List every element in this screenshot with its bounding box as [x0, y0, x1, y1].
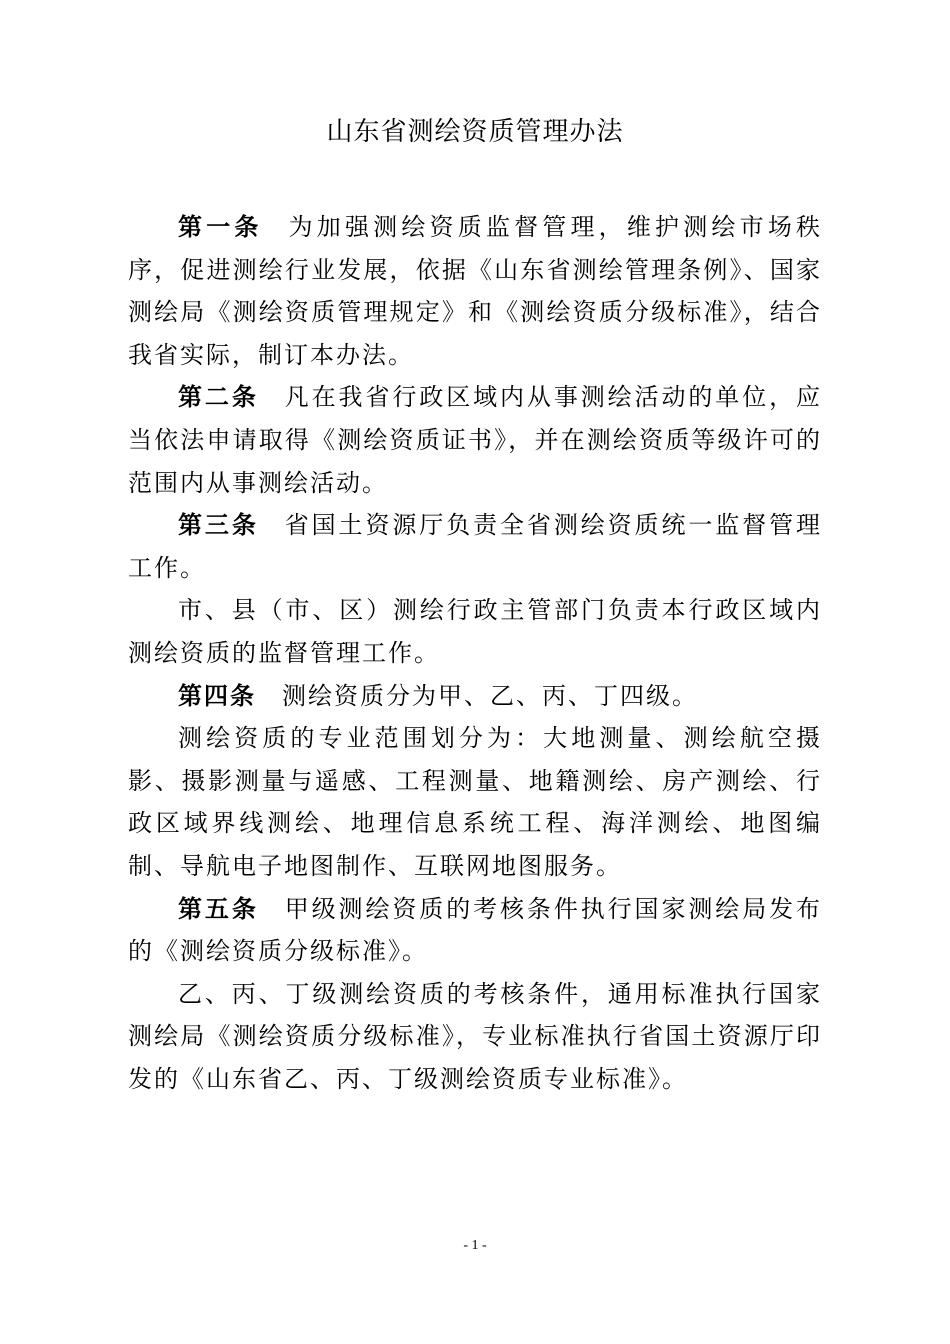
paragraph-article-2	[128, 376, 822, 504]
paragraph-text: 市、县（市、区）测绘行政主管部门负责本行政区域内测绘资质的监督管理工作。	[128, 596, 822, 667]
article-number: 第二条	[178, 383, 259, 412]
article-number: 第一条	[178, 213, 263, 241]
paragraph-text: 甲级测绘资质的考核条件执行国家测绘局发布的《测绘资质分级标准》。	[128, 894, 823, 966]
paragraph-text: 测绘资质分为甲、乙、丙、丁四级。	[282, 681, 698, 710]
paragraph-text: 凡在我省行政区域内从事测绘活动的单位，应当依法申请取得《测绘资质证书》，并在测绘资质等级许可的范围内从事测绘活动。	[128, 383, 823, 497]
paragraph-article-4	[128, 675, 822, 718]
paragraph-article-5	[128, 888, 822, 973]
paragraph-article-5-clause-2	[128, 973, 822, 1101]
page-number: - 1 -	[463, 1238, 487, 1253]
paragraph-article-1	[128, 206, 822, 376]
page-title: 山东省测绘资质管理办法	[326, 117, 624, 147]
paragraph-text: 乙、丙、丁级测绘资质的考核条件，通用标准执行国家测绘局《测绘资质分级标准》，专业标准执行省国土资源厅印发的《山东省乙、丙、丁级测绘资质专业标准》。	[128, 979, 822, 1093]
document-body	[128, 206, 822, 1100]
article-number: 第三条	[178, 511, 259, 540]
paragraph-article-3	[128, 504, 822, 589]
paragraph-text: 省国土资源厅负责全省测绘资质统一监督管理工作。	[128, 511, 823, 582]
paragraph-text: 测绘资质的专业范围划分为：大地测量、测绘航空摄影、摄影测量与遥感、工程测量、地籍测绘、房产测绘、行政区域界线测绘、地理信息系统工程、海洋测绘、地图编制、导航电子地图制作、互联网地图服务。	[128, 724, 822, 880]
paragraph-article-3-clause-2	[128, 589, 822, 674]
paragraph-text: 为加强测绘资质监督管理，维护测绘市场秩序，促进测绘行业发展，依据《山东省测绘管理条例》、国家测绘局《测绘资质管理规定》和《测绘资质分级标准》，结合我省实际，制订本办法。	[128, 213, 823, 369]
article-number: 第五条	[178, 894, 259, 923]
paragraph-article-4-clause-2	[128, 717, 822, 887]
article-number: 第四条	[178, 681, 256, 710]
